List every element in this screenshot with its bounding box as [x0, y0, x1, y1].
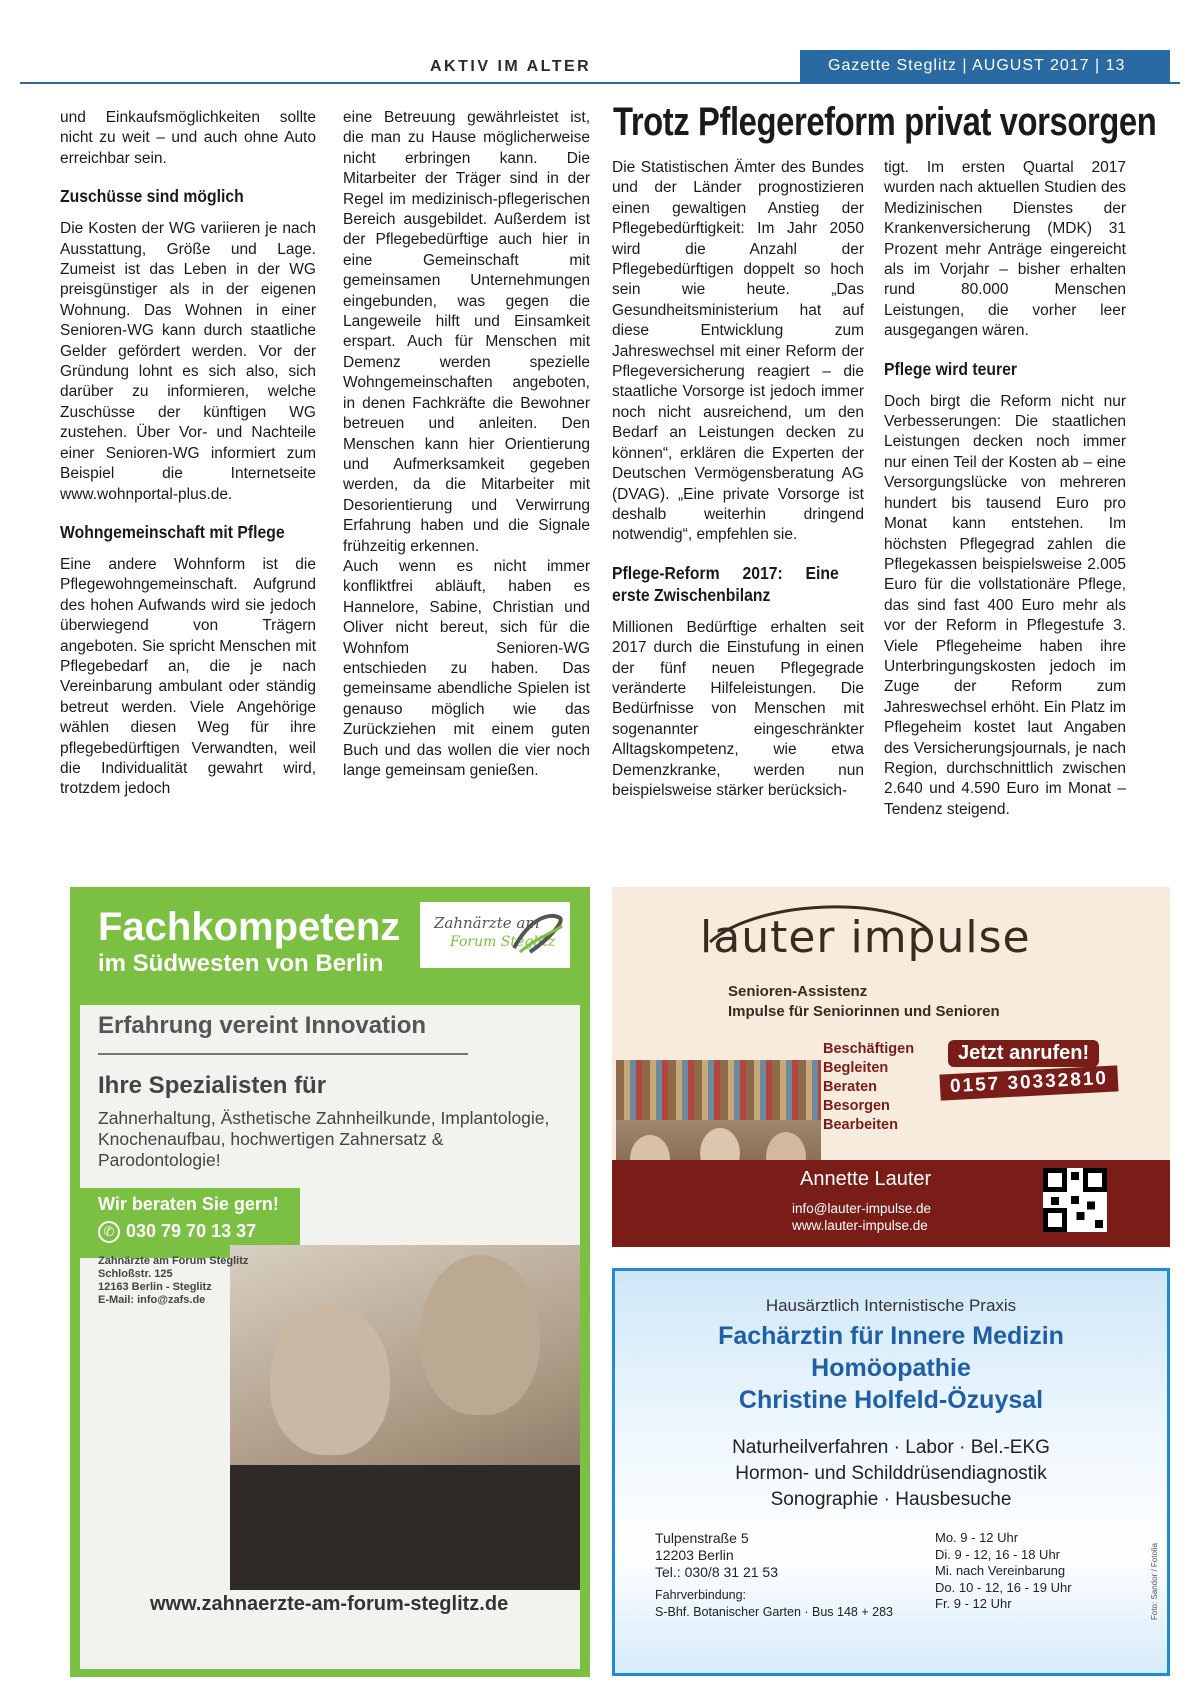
dental-spec-title: Ihre Spezialisten für [98, 1072, 327, 1099]
dental-ad-subtitle: im Südwesten von Berlin [98, 950, 384, 977]
dental-address-street: Schloßstr. 125 [98, 1268, 173, 1280]
column-3-paragraph-1: Die Statistischen Ämter des Bundes und der Länder prognostizieren einen gewaltigen Anstieg der Pflegebedürftigkeit: Im Jahr 2050 wird die Anzahl der Pflegebedürftigen doppelt so hoch sein wie heute. „Das Gesundheitsministerium hat auf diese Entwicklung zum Jahreswechsel mit einer Reform der Pflegeversicherung reagiert – die staatliche Vorsorge ist jedoch immer noch nicht ausreichend, um den Bedarf an Leistungen decken zu können“, erklären die Experten der Deutschen Vermögensberatung AG (DVAG). „Eine private Vorsorge ist deshalb weiterhin dringend notwendig“, empfehlen sie. [612, 159, 864, 544]
header-rule [20, 82, 1180, 84]
doctor-service-line: Sonographie · Hausbesuche [770, 1489, 1012, 1510]
column-2-paragraph-2: Auch wenn es nicht immer konfliktfrei abläuft, haben es Hannelore, Sabine, Christian und Oliver nicht bereut, sich für die Wohnfom Senioren-WG entschieden zu haben. Das gemeinsame abendliche Spielen ist genauso möglich wie das Zurückziehen mit einem guten Buch und das wollen die vier noch lange gemeinsam genießen. [343, 557, 590, 779]
column-1 [60, 108, 316, 800]
doctor-name: Christine Holfeld-Özuysal [738, 1386, 1044, 1414]
hours-row: Do. 10 - 12, 16 - 19 Uhr [935, 1579, 1072, 1595]
section-title: AKTIV IM ALTER [430, 58, 592, 75]
subheading-zuschuesse: Zuschüsse sind möglich [60, 186, 244, 207]
column-1-paragraph-1: Die Kosten der WG variieren je nach Ausstattung, Größe und Lage. Zumeist ist das Leben in der WG preisgünstiger als in der eigenen Wohnung. Das Wohnen in einer Senioren-WG kann durch staatliche Gelder gefördert werden. Vor der Gründung lohnt es sich also, sich darüber zu informieren, welche Zuschüsse der künftigen WG zustehen. Über Vor- und Nachteile einer Senioren-WG informiert zum Beispiel die Internetseite www.wohnportal-plus.de. [60, 220, 316, 503]
lauter-impulse-logo: lauter impulse [700, 912, 1031, 963]
contact-name: Annette Lauter [800, 1168, 932, 1190]
call-now-label: Jetzt anrufen! [948, 1040, 1099, 1067]
phone-icon: ✆ [98, 1221, 120, 1243]
column-4 [884, 158, 1126, 820]
service-item: Besorgen [823, 1098, 890, 1114]
hours-row: Mi. nach Vereinbarung [935, 1563, 1066, 1578]
hours-row: Mo. 9 - 12 Uhr [935, 1530, 1019, 1545]
subheading-zwischenbilanz: Pflege-Reform 2017: Eine erste Zwischenbilanz [612, 562, 839, 605]
column-2 [343, 108, 590, 781]
photo-credit: Foto: Sandor / Fotolia [1150, 1543, 1159, 1620]
column-3 [612, 158, 864, 801]
doctor-city: 12203 Berlin [655, 1547, 734, 1563]
column-1-paragraph-2: Eine andere Wohnform ist die Pflegewohngemeinschaft. Aufgrund des hohen Aufwands wird sie jedoch überwiegend von Trägern angeboten. Sie spricht Menschen mit Pflegebedarf an, die je nach Vereinbarung ambulant oder ständig betreut werden. Viele Angehörige wählen diesen Weg für ihre pflegebedürftigen Verwandten, weil die Individualität gewahrt wird, trotzdem jedoch [60, 555, 316, 798]
column-2-paragraph-1: eine Betreuung gewährleistet ist, die man zu Hause möglicherweise nicht erbringen kann. Die Mitarbeiter der Träger sind in der Regel im medizinisch-pflegerischen Bereich ausgebildet. Außerdem ist der Pflegebedürftige auch hier in eine Gemeinschaft mit gemeinsamen Unternehmungen eingebunden, was gegen die Langeweile hilft und Einsamkeit erspart. Auch für Menschen mit Demenz werden spezielle Wohngemeinschaften angeboten, in denen Fachkräfte die Bewohner betreuen und anleiten. Den Menschen kann hier Orientierung und Aufmerksamkeit gegeben werden, da die Mitarbeiter mit Desorientierung und Verwirrung Erfahrung haben und die Signale frühzeitig erkennen. [343, 109, 590, 555]
dental-logo-line1: Zahnärzte am [434, 914, 540, 932]
doctor-transit: S-Bhf. Botanischer Garten · Bus 148 + 283 [655, 1605, 893, 1619]
column-4-paragraph-2: Doch birgt die Reform nicht nur Verbesserungen: Die staatlichen Leistungen decken noch immer nur einen Teil der Kosten ab – eine Versorgungslücke von mehreren hundert bis tausend Euro pro Monat kann entstehen. Im höchsten Pflegegrad zahlen die Pflegekassen beispielsweise 2.005 Euro für die vollstationäre Pflege, das sind fast 400 Euro mehr als vor der Reform in Pflegestufe 3. Viele Pflegeheime haben ihre Unterbringungskosten jedoch im Zuge der Reform zum Jahreswechsel erhöht. Ein Platz im Pflegeheim kostet laut Angaben des Versicherungsjournals, je nach Region, durchschnittlich zwischen 2.640 und 4.590 Euro im Monat – Tendenz steigend. [884, 392, 1126, 818]
dental-divider [98, 1053, 468, 1055]
dental-address-mail[interactable]: E-Mail: info@zafs.de [98, 1294, 206, 1306]
service-item: Bearbeiten [823, 1117, 898, 1133]
doctor-phone[interactable]: Tel.: 030/8 31 21 53 [655, 1564, 778, 1580]
doctor-hours [935, 1530, 1072, 1613]
suits [230, 1465, 580, 1590]
lauter-impulse-services [823, 1040, 914, 1135]
subheading-wohngemeinschaft: Wohngemeinschaft mit Pflege [60, 521, 285, 542]
article-headline: Trotz Pflegereform privat vorsorgen [613, 100, 1157, 144]
contact-email[interactable]: info@lauter-impulse.de [792, 1201, 932, 1216]
column-4-paragraph-1: tigt. Im ersten Quartal 2017 wurden nach aktuellen Studien des Medizinischen Dienstes der Krankenversicherung (MDK) 31 Prozent mehr Anträge eingereicht als im Vorjahr – bisher erhalten rund 80.000 Menschen Leistungen, die vorher leer ausgegangen wären. [884, 159, 1126, 340]
dental-address [98, 1255, 248, 1307]
doctor-transit-label: Fahrverbindung: [655, 1588, 747, 1602]
column-3-paragraph-2: Millionen Bedürftige erhalten seit 2017 durch die Einstufung in einen der fünf neuen Pflegegrade veränderte Hilfeleistungen. Die Bedürfnisse von Menschen mit sogenannter eingeschränkter Alltagskompetenz, wie etwa Demenzkranke, werden nun beispielsweise stärker berücksich- [612, 618, 864, 799]
dental-address-city: 12163 Berlin - Steglitz [98, 1281, 212, 1293]
contact-website[interactable]: www.lauter-impulse.de [792, 1218, 928, 1233]
doctor-ad-kicker: Hausärztlich Internistische Praxis [765, 1296, 1017, 1315]
doctor-street: Tulpenstraße 5 [655, 1530, 749, 1546]
person-2-face [420, 1255, 540, 1415]
service-item: Beschäftigen [823, 1041, 915, 1057]
dental-spec-body: Zahnerhaltung, Ästhetische Zahnheilkunde, Implantologie, Knochenaufbau, hochwertigen Zahnersatz & Parodontologie! [98, 1108, 550, 1170]
dental-logo [420, 902, 570, 968]
column-1-intro: und Einkaufsmöglichkeiten sollte nicht zu weit – und auch ohne Auto erreichbar sein. [60, 109, 316, 167]
doctor-address [655, 1530, 893, 1621]
lauter-impulse-subtitle-1: Senioren-Assistenz [728, 983, 868, 1000]
dental-website[interactable]: www.zahnaerzte-am-forum-steglitz.de [150, 1593, 509, 1615]
doctor-specialty-2: Homöopathie [811, 1354, 971, 1382]
qr-code-icon[interactable] [1043, 1168, 1107, 1232]
doctor-service-line: Hormon- und Schilddrüsendiagnostik [735, 1463, 1047, 1484]
dental-logo-line2: Forum Steglitz [450, 934, 556, 950]
dental-ad-title: Fachkompetenz [98, 905, 401, 949]
doctor-service-line: Naturheilverfahren · Labor · Bel.-EKG [732, 1437, 1050, 1458]
subheading-pflege-teurer: Pflege wird teurer [884, 358, 1018, 379]
doctor-ad-title [612, 1320, 1170, 1416]
service-item: Begleiten [823, 1060, 889, 1076]
dental-phone[interactable]: 030 79 70 13 37 [126, 1221, 257, 1241]
service-item: Beraten [823, 1079, 877, 1095]
hours-row: Di. 9 - 12, 16 - 18 Uhr [935, 1546, 1060, 1562]
doctor-specialty: Fachärztin für Innere Medizin [718, 1322, 1064, 1350]
person-1-face [270, 1305, 390, 1455]
tooth-swoosh-icon [510, 908, 566, 958]
dental-address-name: Zahnärzte am Forum Steglitz [98, 1255, 249, 1267]
call-now-phone[interactable]: 0157 30332810 [939, 1065, 1118, 1100]
dental-cta-label: Wir beraten Sie gern! [98, 1194, 279, 1214]
publication-header: Gazette Steglitz | AUGUST 2017 | 13 [800, 50, 1170, 82]
bookshelf [616, 1060, 821, 1120]
dental-tagline: Erfahrung vereint Innovation [98, 1012, 427, 1039]
lauter-impulse-subtitle-2: Impulse für Seniorinnen und Senioren [728, 1003, 1000, 1020]
dentists-photo [230, 1245, 580, 1590]
contact-details [792, 1200, 931, 1234]
doctor-services [612, 1435, 1170, 1513]
hours-row: Fr. 9 - 12 Uhr [935, 1596, 1012, 1611]
